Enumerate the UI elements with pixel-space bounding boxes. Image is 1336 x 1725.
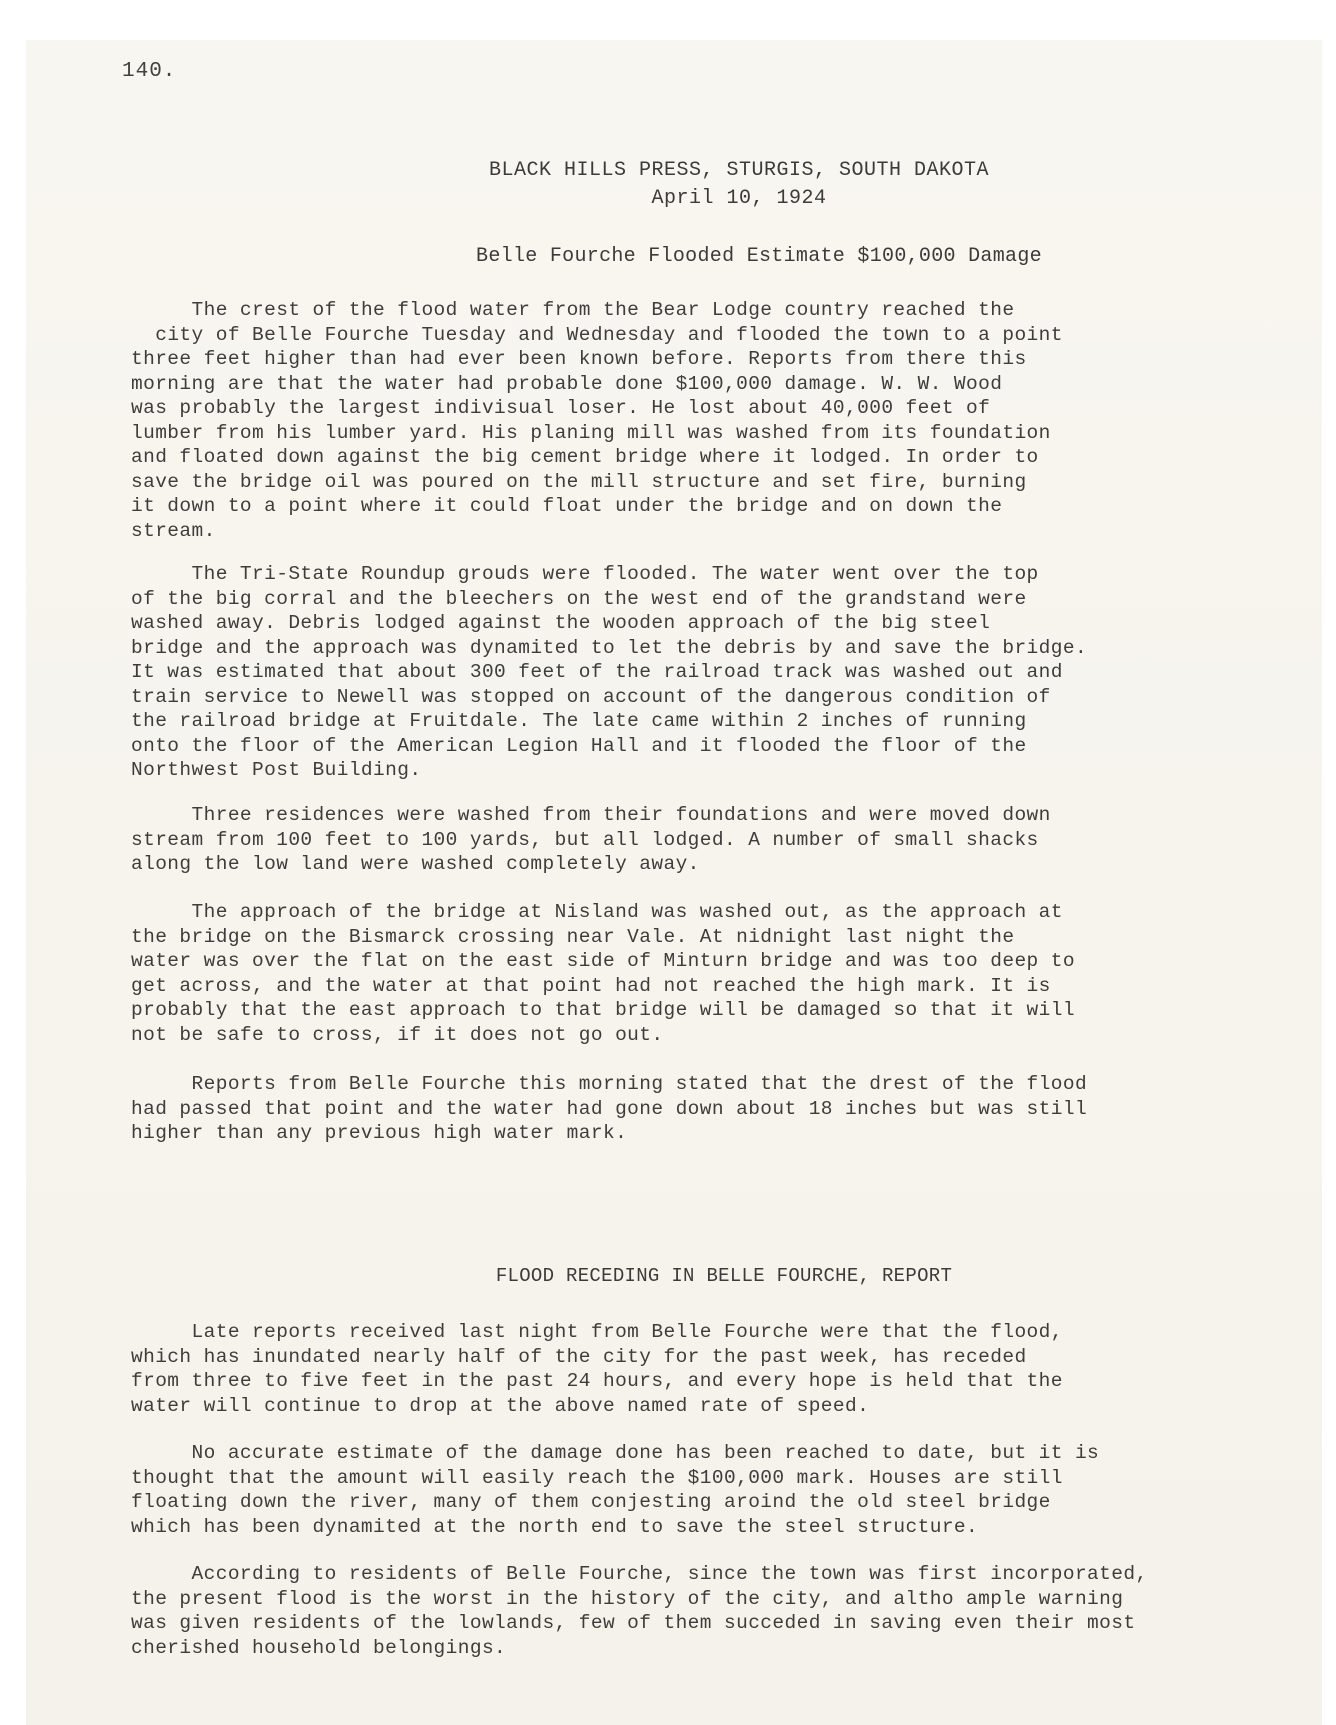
paragraph-7: No accurate estimate of the damage done has been reached to date, but it is thought that the amount will easily reach the $100,000 mark. Houses are still floating down the river, many of them conjesting aroind the old steel bridge which has been dynamited at the north end to save the steel structure. <box>131 1442 1100 1538</box>
paragraph-3: Three residences were washed from their foundations and were moved down stream from 100 feet to 100 yards, but all lodged. A number of small shacks along the low land were washed completely away. <box>131 804 1051 875</box>
article-headline: Belle Fourche Flooded Estimate $100,000 Damage <box>476 245 1042 268</box>
publication-name: BLACK HILLS PRESS, STURGIS, SOUTH DAKOTA <box>488 159 990 182</box>
paragraph-5: Reports from Belle Fourche this morning stated that the drest of the flood had passed that point and the water had gone down about 18 inches but was still higher than any previous high water mark. <box>131 1073 1088 1144</box>
publication-date: April 10, 1924 <box>651 187 827 210</box>
paragraph-1: The crest of the flood water from the Bear Lodge country reached the city of Belle Fourche Tuesday and Wednesday and flooded the town to a point three feet higher than had ever been known before. Reports from there this morning are that the water had probable done $100,000 damage. W. W. Wood was probably the largest indivisual loser. He lost about 40,000 feet of lumber from his lumber yard. His planing mill was washed from its foundation and floated down against the big cement bridge where it lodged. In order to save the bridge oil was poured on the mill structure and set fire, burning it down to a point where it could float under the bridge and on down the stream. <box>131 299 1063 542</box>
paragraph-8: According to residents of Belle Fourche, since the town was first incorporated, the present flood is the worst in the history of the city, and altho ample warning was given residents of the lowlands, few of them succeded in saving even their most cherished household belongings. <box>131 1563 1148 1659</box>
paragraph-6: Late reports received last night from Belle Fourche were that the flood, which has inundated nearly half of the city for the past week, has receded from three to five feet in the past 24 hours, and every hope is held that the water will continue to drop at the above named rate of speed. <box>131 1321 1063 1417</box>
masthead <box>26 157 1322 213</box>
section-subhead: FLOOD RECEDING IN BELLE FOURCHE, REPORT <box>495 1265 953 1287</box>
paragraph-4: The approach of the bridge at Nisland was washed out, as the approach at the bridge on the Bismarck crossing near Vale. At nidnight last night the water was over the flat on the east side of Minturn bridge and was too deep to get across, and the water at that point had not reached the high mark. It is probably that the east approach to that bridge will be damaged so that it will not be safe to cross, if it does not go out. <box>131 901 1075 1046</box>
paragraph-2: The Tri-State Roundup grouds were flooded. The water went over the top of the big corral and the bleechers on the west end of the grandstand were washed away. Debris lodged against the wooden approach of the big steel bridge and the approach was dynamited to let the debris by and save the bridge. It was estimated that about 300 feet of the railroad track was washed out and train service to Newell was stopped on account of the dangerous condition of the railroad bridge at Fruitdale. The late came within 2 inches of running onto the floor of the American Legion Hall and it flooded the floor of the Northwest Post Building. <box>131 563 1088 781</box>
page-number: 140. <box>122 60 177 83</box>
